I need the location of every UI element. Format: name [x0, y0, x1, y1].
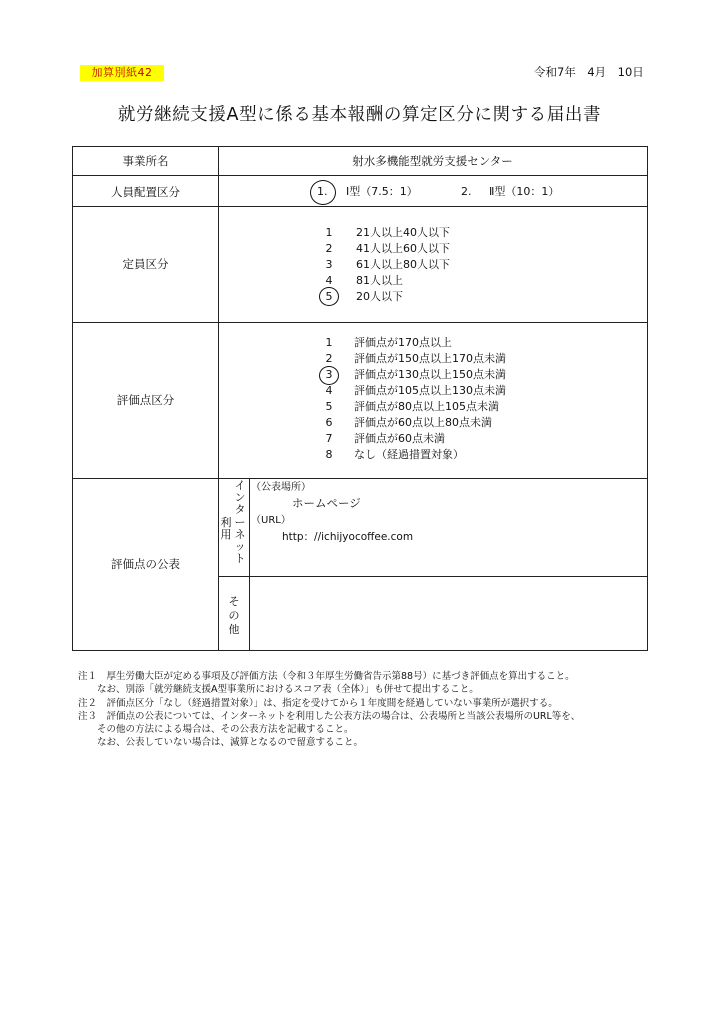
score-item-no: 4 [325, 384, 333, 397]
score-label: 評価点区分 [116, 393, 175, 407]
note-line: 注１ 厚生労働大臣が定める事項及び評価方法（令和３年厚生労働省告示第88号）に基づき評価点を算出すること。 [78, 671, 575, 682]
note-line: なお、別添「就労継続支援A型事業所におけるスコア表（全体）」も併せて提出すること。 [78, 684, 479, 696]
staffing-option-1-no: 1. [317, 185, 328, 198]
score-item-text: 評価点が105点以上130点未満 [354, 384, 506, 397]
score-item-no: 1 [325, 336, 333, 349]
score-item-text: 評価点が60点未満 [354, 432, 445, 445]
note-line: 注３ 評価点の公表については、インターネットを利用した公表方法の場合は、公表場所と当該公表場所のURL等を、 [78, 710, 581, 722]
capacity-item-no: 2 [325, 242, 333, 255]
publication-url-label: （URL） [251, 515, 291, 526]
capacity-item-no: 4 [325, 274, 333, 287]
score-item-text: 評価点が80点以上105点未満 [354, 400, 499, 413]
capacity-item-text: 21人以上40人以下 [356, 226, 450, 239]
notes-section [78, 670, 698, 750]
score-item-text: なし（経過措置対象） [354, 448, 464, 461]
facility-name: 射水多機能型就労支援センター [352, 154, 513, 168]
row-divider [218, 576, 647, 577]
internet-usage-label: 利用 [220, 516, 232, 542]
row-divider [73, 206, 647, 207]
capacity-item-no: 3 [325, 258, 333, 271]
score-item-no: 8 [325, 448, 333, 461]
capacity-label: 定員区分 [122, 257, 169, 271]
score-item-no: 6 [325, 416, 333, 429]
notification-form-table [72, 146, 648, 651]
row-divider [73, 322, 647, 323]
capacity-item-text: 81人以上 [356, 274, 403, 287]
score-item-text: 評価点が150点以上170点未満 [354, 352, 506, 365]
document-title: 就労継続支援A型に係る基本報酬の算定区分に関する届出書 [117, 105, 602, 125]
capacity-item-text: 61人以上80人以下 [356, 258, 450, 271]
staffing-option-2-text: Ⅱ型（10：1） [489, 185, 560, 198]
publication-place-value: ホームページ [292, 496, 361, 510]
publication-place-label: （公表場所） [251, 482, 311, 493]
score-item-no: 3 [325, 368, 333, 381]
staffing-option-1-text: Ⅰ型（7.5：1） [346, 185, 418, 198]
other-method-label: その他 [228, 595, 240, 636]
score-item-no: 5 [325, 400, 333, 413]
publication-label: 評価点の公表 [111, 557, 180, 571]
staffing-label: 人員配置区分 [111, 185, 180, 199]
internet-label: インターネット [234, 479, 246, 566]
row-divider [73, 175, 647, 176]
score-item-text: 評価点が60点以上80点未満 [354, 416, 492, 429]
staffing-option-2-no: 2. [461, 185, 472, 198]
submission-date: 令和7年 4月 10日 [534, 65, 644, 79]
capacity-item-text: 20人以下 [356, 290, 403, 303]
score-item-no: 2 [325, 352, 333, 365]
note-line: なお、公表していない場合は、減算となるので留意すること。 [78, 737, 364, 749]
score-item-text: 評価点が170点以上 [354, 336, 452, 349]
capacity-item-no: 1 [325, 226, 333, 239]
note-line: 注２ 評価点区分「なし（経過措置対象）」は、指定を受けてから１年度間を経過していない事業所が選択する。 [78, 697, 558, 709]
score-item-text: 評価点が130点以上150点未満 [354, 368, 506, 381]
score-item-no: 7 [325, 432, 333, 445]
column-divider [249, 478, 250, 650]
form-tag-label: 加算別紙42 [80, 65, 164, 81]
publication-url-value: http：//ichijyocoffee.com [282, 531, 414, 543]
capacity-item-text: 41人以上60人以下 [356, 242, 450, 255]
column-divider [218, 147, 219, 650]
capacity-item-no: 5 [325, 290, 333, 303]
row-divider [73, 478, 647, 479]
facility-label: 事業所名 [122, 154, 169, 168]
note-line: その他の方法による場合は、その公表方法を記載すること。 [78, 724, 354, 736]
